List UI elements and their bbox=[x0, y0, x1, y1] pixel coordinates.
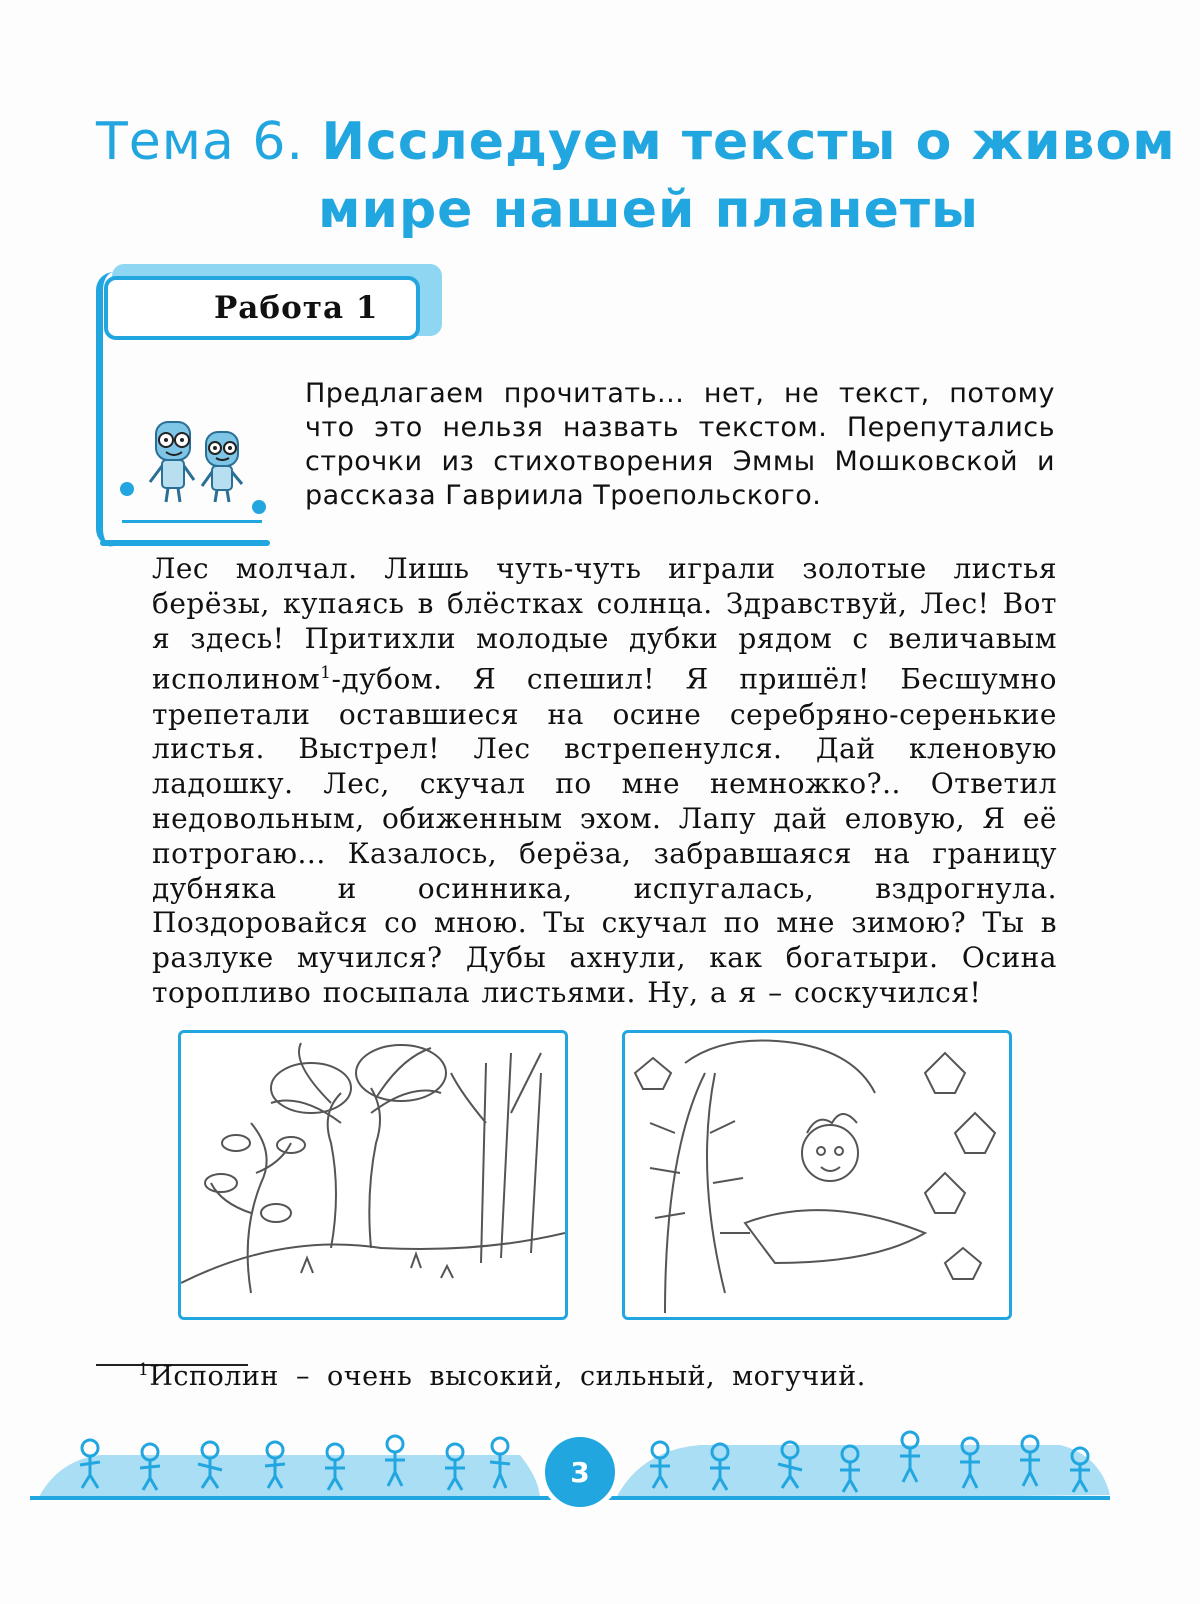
main-text bbox=[152, 552, 1057, 1011]
topic-title-part-1: Исследуем тексты о живом bbox=[321, 112, 1176, 172]
mascot-boy bbox=[150, 422, 194, 502]
mascot-characters-illustration bbox=[142, 402, 262, 512]
title-line-1 bbox=[96, 112, 1176, 172]
footnote-text: Исполин – очень высокий, сильный, могучий. bbox=[149, 1361, 866, 1392]
oak-tree-drawing bbox=[181, 1033, 565, 1317]
mascot-girl bbox=[202, 432, 242, 502]
forest-oak-illustration bbox=[178, 1030, 568, 1320]
footnote bbox=[138, 1360, 866, 1392]
task-label: Работа 1 bbox=[214, 290, 379, 326]
footnote-reference: 1 bbox=[320, 663, 332, 684]
page-number-badge bbox=[540, 1432, 620, 1512]
task-intro-text: Предлагаем прочитать... нет, не текст, потому что это нельзя назвать текстом. Перепутались строчки из стихотворения Эммы Мошковской и рассказа Гавриила Троепольского. bbox=[305, 378, 1055, 511]
main-text-part-1: Лес молчал. Лишь чуть-чуть играли золотые листья берёзы, купаясь в блёстках солнца. Здравствуй, Лес! Вот я здесь! Притихли молодые дубки рядом с величавым исполином bbox=[152, 552, 1057, 696]
topic-title-part-2: мире нашей планеты bbox=[318, 180, 980, 240]
task-frame-underline bbox=[100, 540, 270, 546]
page-number: 3 bbox=[570, 1456, 590, 1489]
footnote-number: 1 bbox=[138, 1360, 150, 1380]
boy-and-branches-drawing bbox=[625, 1033, 1009, 1317]
boy-in-forest-illustration bbox=[622, 1030, 1012, 1320]
frame-dot-left bbox=[120, 482, 134, 496]
main-text-part-2: -дубом. Я спешил! Я пришёл! Бесшумно трепетали оставшиеся на осине серебрянo-серенькие листья. Выстрел! Лес встрепенулся. Дай кленовую ладошку. Лес, скучал по мне немножко?.. Ответил недовольным, обиженным эхом. Лапу дай еловую, Я её потрогаю... Казалось, берёза, забравшаяся на границу дубняка и осинника, испугалась, вздрогнула. Поздоровайся со мною. Ты скучал по мне зимою? Ты в разлуке мучился? Дубы ахнули, как богатыри. Осина торопливо посыпала листьями. Ну, а я – соскучился! bbox=[152, 662, 1057, 1009]
topic-number: Тема 6. bbox=[96, 112, 304, 172]
task-frame-underline-thin bbox=[122, 520, 262, 523]
